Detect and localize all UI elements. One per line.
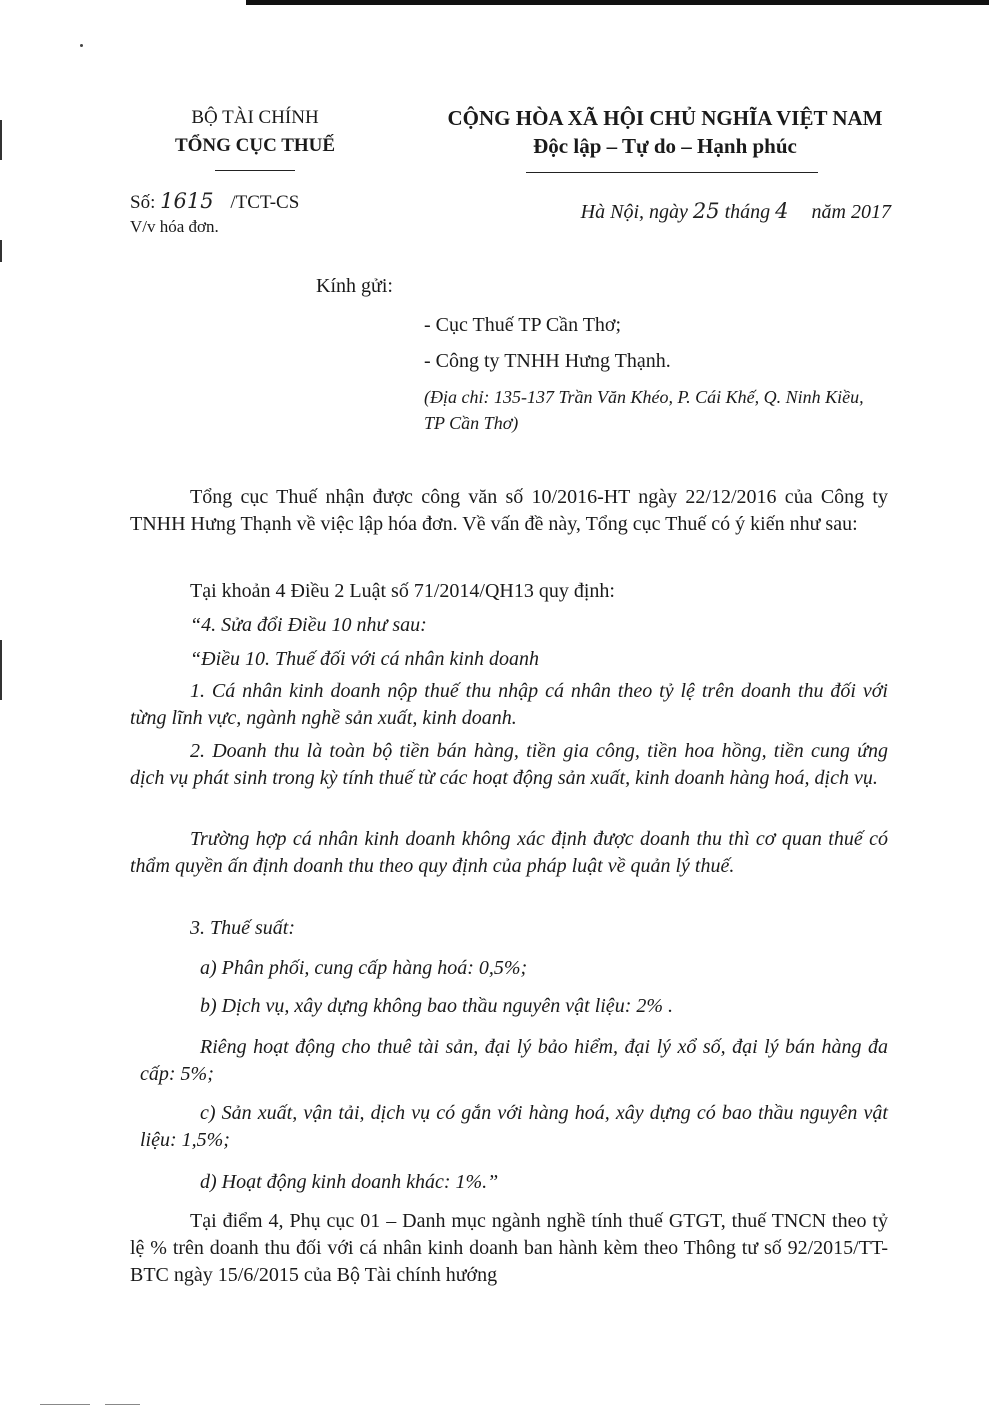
date-day: 25 bbox=[692, 199, 720, 223]
recipient-item: - Cục Thuế TP Cần Thơ; bbox=[424, 314, 622, 336]
country-name: CỘNG HÒA XÃ HỘI CHỦ NGHĨA VIỆT NAM bbox=[447, 106, 883, 130]
rate-b: b) Dịch vụ, xây dựng không bao thầu nguyên vật liệu: 2% . bbox=[200, 995, 674, 1017]
subject-line: V/v hóa đơn. bbox=[130, 217, 219, 236]
scan-edge-mark bbox=[0, 240, 2, 262]
document-number bbox=[130, 189, 299, 214]
rate-c: c) Sản xuất, vận tải, dịch vụ có gắn với hàng hoá, xây dựng có bao thầu nguyên vật liệu: 1,5%; bbox=[140, 1102, 888, 1151]
law-reference: Tại khoản 4 Điều 2 Luật số 71/2014/QH13 quy định: bbox=[190, 580, 615, 602]
date-year: năm 2017 bbox=[811, 201, 891, 223]
header-left-rule bbox=[215, 170, 295, 171]
quote-heading: “4. Sửa đổi Điều 10 như sau: bbox=[190, 614, 427, 636]
recipient-address: (Địa chỉ: 135-137 Trần Văn Khéo, P. Cái Khế, Q. Ninh Kiều, TP Cần Thơ) bbox=[424, 387, 864, 433]
clause-2: 2. Doanh thu là toàn bộ tiền bán hàng, tiền gia công, tiền hoa hồng, tiền cung ứng dịch vụ phát sinh trong kỳ tính thuế từ các hoạt động sản xuất, kinh doanh hàng hoá, dịch vụ. bbox=[130, 740, 888, 789]
doc-number-suffix: /TCT-CS bbox=[230, 192, 300, 213]
national-motto: Độc lập – Tự do – Hạnh phúc bbox=[533, 134, 797, 158]
scan-edge-bar bbox=[246, 0, 989, 5]
issuing-agency bbox=[120, 104, 390, 160]
scan-edge-mark bbox=[0, 640, 2, 700]
clause-3: 3. Thuế suất: bbox=[190, 917, 295, 939]
date-prefix: Hà Nội, ngày bbox=[580, 201, 688, 223]
quote-article: “Điều 10. Thuế đối với cá nhân kinh doanh bbox=[190, 648, 539, 670]
scan-edge-mark bbox=[0, 120, 2, 160]
date-month-label: tháng bbox=[724, 201, 771, 223]
date-month: 4 bbox=[775, 199, 789, 223]
header-right-rule bbox=[526, 172, 818, 173]
scan-speck bbox=[80, 44, 83, 47]
greeting: Kính gửi: bbox=[316, 275, 393, 297]
scan-bottom-line bbox=[40, 1404, 90, 1405]
clause-1: 1. Cá nhân kinh doanh nộp thuế thu nhập cá nhân theo tỷ lệ trên doanh thu đối với từng lĩnh vực, ngành nghề sản xuất, kinh doanh. bbox=[130, 680, 888, 729]
intro-paragraph: Tổng cục Thuế nhận được công văn số 10/2016-HT ngày 22/12/2016 của Công ty TNHH Hưng Thạnh về việc lập hóa đơn. Về vấn đề này, Tổng cục Thuế có ý kiến như sau: bbox=[130, 486, 888, 535]
issue-date bbox=[581, 199, 891, 224]
recipient-item: - Công ty TNHH Hưng Thạnh. bbox=[424, 350, 671, 372]
rate-a: a) Phân phối, cung cấp hàng hoá: 0,5%; bbox=[200, 957, 528, 979]
final-paragraph: Tại điểm 4, Phụ cục 01 – Danh mục ngành nghề tính thuế GTGT, thuế TNCN theo tỷ lệ % trên doanh thu đối với cá nhân kinh doanh ban hành kèm theo Thông tư số 92/2015/TT-BTC ngày 15/6/2015 của Bộ Tài chính hướng bbox=[130, 1210, 888, 1286]
national-heading bbox=[410, 104, 920, 160]
doc-number-handwritten: 1615 bbox=[160, 189, 214, 213]
doc-number-prefix: Số: bbox=[130, 192, 156, 213]
clause-2b: Trường hợp cá nhân kinh doanh không xác định được doanh thu thì cơ quan thuế có thẩm quyền ấn định doanh thu theo quy định của pháp luật về quản lý thuế. bbox=[130, 828, 888, 877]
rate-d: d) Hoạt động kinh doanh khác: 1%.” bbox=[200, 1171, 499, 1193]
scan-bottom-line bbox=[105, 1404, 140, 1405]
ministry-name: BỘ TÀI CHÍNH bbox=[191, 107, 319, 128]
rate-b-special: Riêng hoạt động cho thuê tài sản, đại lý bảo hiểm, đại lý xổ số, đại lý bán hàng đa cấp: 5%; bbox=[140, 1036, 888, 1085]
department-name: TỔNG CỤC THUẾ bbox=[174, 135, 336, 156]
